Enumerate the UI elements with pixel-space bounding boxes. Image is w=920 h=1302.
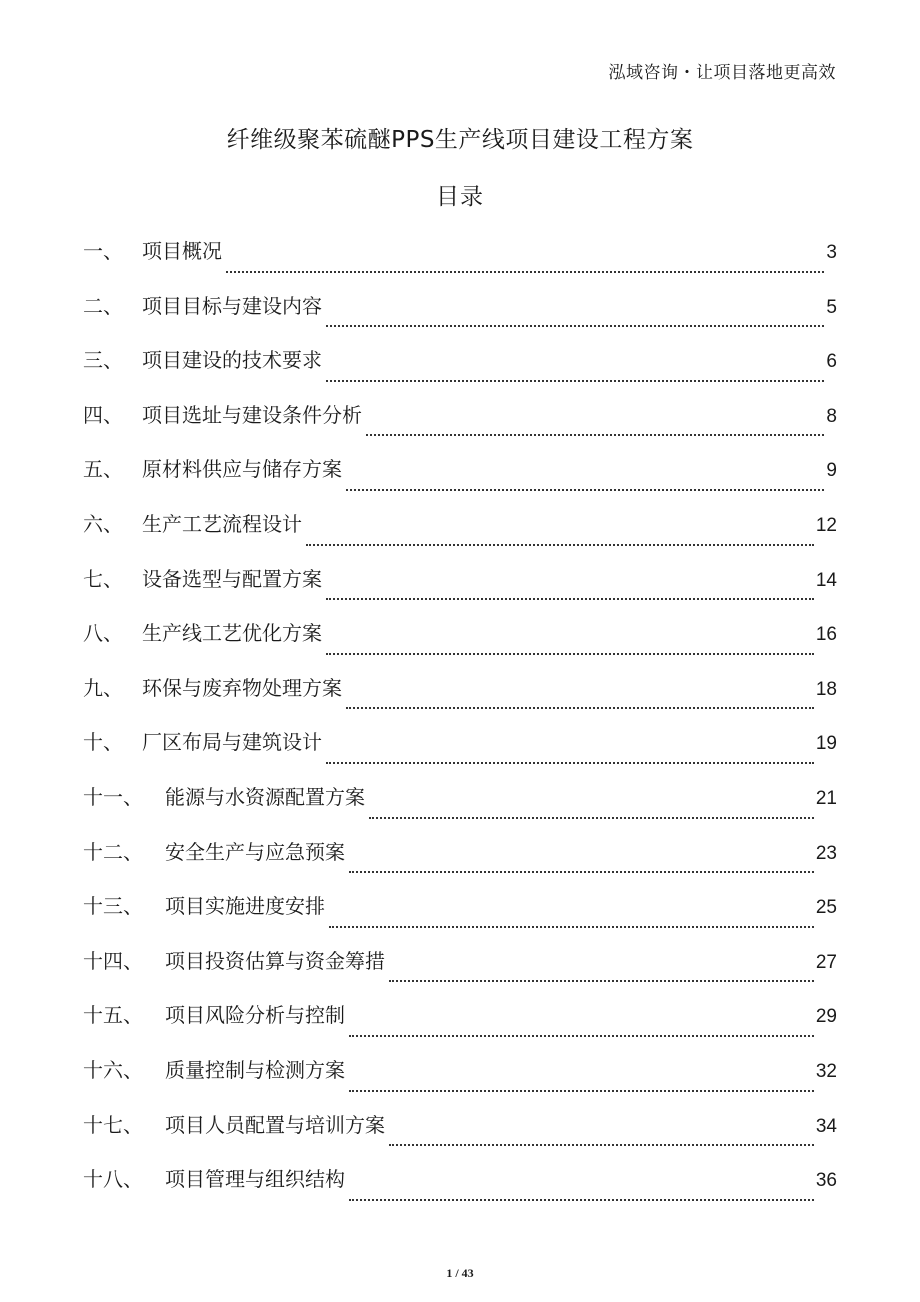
toc-entry[interactable] (83, 397, 837, 452)
toc-entry[interactable] (83, 888, 837, 943)
toc-entry-number: 十、 (83, 730, 123, 755)
toc-entry-label: 项目建设的技术要求 (142, 348, 322, 373)
toc-entry[interactable] (83, 1161, 837, 1216)
toc-dot-leader (326, 380, 824, 382)
toc-entry-label: 能源与水资源配置方案 (165, 784, 365, 809)
toc-entry[interactable] (83, 779, 837, 834)
toc-dot-leader (349, 1035, 814, 1037)
toc-entry-number: 十六、 (83, 1057, 143, 1082)
toc-entry-number: 十四、 (83, 948, 143, 973)
toc-dot-leader (389, 980, 814, 982)
toc-entry-number: 四、 (83, 402, 123, 427)
toc-dot-leader (349, 1199, 814, 1201)
toc-entry-number: 二、 (83, 293, 123, 318)
toc-dot-leader (349, 1090, 814, 1092)
toc-entry-number: 三、 (83, 348, 123, 373)
toc-entry-page: 12 (815, 514, 837, 536)
toc-entry-page: 9 (826, 460, 837, 482)
toc-entry-label: 生产线工艺优化方案 (142, 621, 322, 646)
document-title: 纤维级聚苯硫醚PPS生产线项目建设工程方案 (226, 127, 694, 153)
toc-entry[interactable] (83, 561, 837, 616)
toc-entry-number: 十二、 (83, 839, 143, 864)
toc-entry[interactable] (83, 670, 837, 725)
toc-entry-number: 七、 (83, 566, 123, 591)
toc-entry[interactable] (83, 342, 837, 397)
page-indicator: 1 / 43 (446, 1266, 474, 1280)
toc-dot-leader (346, 707, 814, 709)
toc-entry-label: 项目管理与组织结构 (165, 1167, 345, 1192)
toc-entry[interactable] (83, 288, 837, 343)
toc-dot-leader (226, 271, 824, 273)
table-of-contents (83, 233, 837, 1216)
toc-dot-leader (329, 926, 814, 928)
toc-entry-page: 3 (826, 242, 837, 263)
toc-entry-label: 项目概况 (142, 239, 222, 263)
toc-entry-label: 设备选型与配置方案 (142, 566, 322, 591)
toc-entry-label: 项目选址与建设条件分析 (142, 402, 362, 427)
toc-entry-page: 8 (826, 405, 837, 427)
toc-entry-page: 14 (815, 569, 837, 591)
toc-entry[interactable] (83, 997, 837, 1052)
toc-entry-number: 十五、 (83, 1003, 143, 1028)
toc-entry-page: 32 (815, 1060, 837, 1082)
toc-entry-label: 生产工艺流程设计 (142, 511, 302, 536)
toc-entry-page: 36 (815, 1170, 837, 1192)
toc-entry-number: 八、 (83, 621, 123, 646)
toc-entry-number: 十三、 (83, 894, 143, 919)
toc-entry-page: 18 (815, 678, 837, 700)
toc-entry[interactable] (83, 943, 837, 998)
toc-dot-leader (389, 1144, 814, 1146)
toc-entry-page: 34 (815, 1115, 837, 1137)
toc-entry[interactable] (83, 506, 837, 561)
toc-entry[interactable] (83, 834, 837, 889)
toc-entry-label: 原材料供应与储存方案 (142, 457, 342, 482)
toc-entry-page: 27 (815, 951, 837, 973)
toc-entry[interactable] (83, 1107, 837, 1162)
toc-dot-leader (346, 489, 824, 491)
toc-entry-label: 项目投资估算与资金筹措 (165, 948, 385, 973)
toc-entry-number: 十七、 (83, 1112, 143, 1137)
toc-dot-leader (369, 817, 814, 819)
toc-dot-leader (326, 762, 814, 764)
toc-entry-number: 一、 (83, 239, 123, 263)
header-brand: 泓域咨询・让项目落地更高效 (608, 63, 836, 83)
toc-entry-label: 项目风险分析与控制 (165, 1003, 345, 1028)
toc-entry-page: 19 (815, 733, 837, 755)
toc-dot-leader (326, 653, 814, 655)
toc-entry-page: 21 (815, 787, 837, 809)
toc-entry-page: 23 (815, 842, 837, 864)
toc-entry-label: 项目人员配置与培训方案 (165, 1112, 385, 1137)
toc-entry-page: 5 (826, 296, 837, 318)
toc-entry-label: 质量控制与检测方案 (165, 1057, 345, 1082)
toc-entry-label: 厂区布局与建筑设计 (142, 730, 322, 755)
toc-dot-leader (306, 544, 814, 546)
toc-dot-leader (326, 598, 814, 600)
toc-entry-label: 安全生产与应急预案 (165, 839, 345, 864)
toc-entry[interactable] (83, 451, 837, 506)
toc-heading: 目录 (436, 184, 484, 210)
toc-entry-number: 十八、 (83, 1167, 143, 1192)
toc-dot-leader (366, 434, 824, 436)
toc-entry-page: 29 (815, 1006, 837, 1028)
toc-entry-number: 九、 (83, 675, 123, 700)
toc-entry-page: 16 (815, 624, 837, 646)
toc-entry[interactable] (83, 724, 837, 779)
toc-entry[interactable] (83, 615, 837, 670)
toc-dot-leader (326, 325, 824, 327)
toc-entry-number: 五、 (83, 457, 123, 482)
toc-entry-label: 环保与废弃物处理方案 (142, 675, 342, 700)
toc-entry[interactable] (83, 1052, 837, 1107)
toc-entry-page: 25 (815, 897, 837, 919)
toc-dot-leader (349, 871, 814, 873)
toc-entry[interactable] (83, 233, 837, 288)
toc-entry-label: 项目实施进度安排 (165, 894, 325, 919)
toc-entry-number: 六、 (83, 511, 123, 536)
toc-entry-label: 项目目标与建设内容 (142, 293, 322, 318)
toc-entry-page: 6 (826, 351, 837, 373)
toc-entry-number: 十一、 (83, 784, 143, 809)
